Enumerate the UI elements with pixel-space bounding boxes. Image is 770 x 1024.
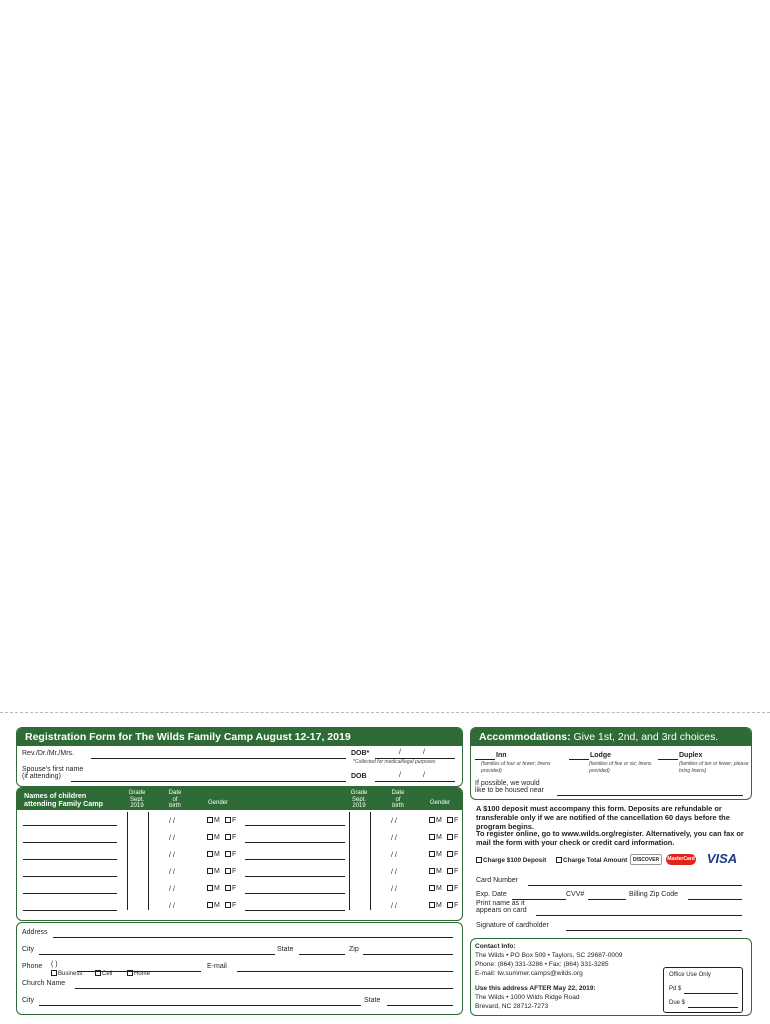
spouse-label-sub: (if attending) [22,773,61,780]
grade-header-right [347,790,371,810]
city2-field[interactable] [39,1005,361,1006]
date-header-left-2: of [172,796,178,803]
grade-col-left-b [148,812,149,910]
visa-card-icon: VISA [706,851,738,866]
male-label: M [214,834,220,841]
date-header-right-1: Date [391,790,405,796]
child-gender-female-right-3[interactable] [447,851,458,858]
state-field[interactable] [299,954,345,955]
print-name-label-2: appears on card [476,907,527,914]
date-header-right-3: birth [392,803,404,809]
male-checkbox[interactable] [207,834,213,840]
child-gender-female-right-5[interactable] [447,885,458,892]
duplex-choice-field[interactable] [658,759,678,760]
cut-line [0,712,770,713]
phone-label: Phone [22,963,43,970]
child-gender-male-right-1[interactable] [429,817,442,824]
address-panel [16,922,463,1015]
child-dob-right-5[interactable]: / / [391,886,397,893]
child-gender-male-left-6[interactable] [207,902,220,909]
female-checkbox[interactable] [225,902,231,908]
state2-label: State [364,997,381,1004]
child-gender-male-left-2[interactable] [207,834,220,841]
child-name-field-right-4[interactable] [245,876,345,877]
grade-header-right-3: 2019 [352,803,366,809]
cell-checkbox[interactable] [95,970,101,976]
grade-col-right-a [349,812,350,910]
male-label: M [214,885,220,892]
accommodations-panel [470,727,752,800]
child-name-field-right-2[interactable] [245,842,345,843]
after-address-line2: Brevard, NC 28712-7273 [475,1003,549,1010]
phone-type-home[interactable] [127,970,150,977]
cvv-field[interactable] [588,899,626,900]
name-field[interactable] [91,758,346,759]
email-label: E-mail [207,963,227,970]
address-field[interactable] [53,937,453,938]
male-checkbox[interactable] [207,902,213,908]
dob-slash-2: / [423,749,425,756]
male-label: M [214,902,220,909]
charge-deposit-option[interactable] [476,857,546,864]
dob-note: *Collected for medical/legal purposes [353,759,436,765]
male-checkbox[interactable] [429,851,435,857]
child-name-field-left-6[interactable] [23,910,117,911]
child-gender-male-right-5[interactable] [429,885,442,892]
registration-title: Registration Form for The Wilds Family Camp August 12-17, 2019 [17,728,462,746]
lodge-label: Lodge [590,752,611,759]
male-checkbox[interactable] [207,885,213,891]
child-dob-right-4[interactable]: / / [391,869,397,876]
female-label: F [232,834,237,841]
payment-section [476,804,754,936]
child-gender-male-left-1[interactable] [207,817,220,824]
female-checkbox[interactable] [225,817,231,823]
grade-col-left-a [127,812,128,910]
dob-slash-1: / [399,749,401,756]
children-panel [16,787,463,921]
home-label: Home [134,971,151,977]
signature-field[interactable] [566,930,742,931]
grade-header-right-1: Grade [350,790,368,796]
spouse-label: Spouse's first name [22,766,84,773]
duplex-note: (families of ten or fewer; please bring linens) [679,761,749,774]
female-label: F [454,902,459,909]
female-label: F [454,834,459,841]
male-checkbox[interactable] [429,834,435,840]
exp-date-label: Exp. Date [476,891,507,898]
charge-deposit-label: Charge $100 Deposit [483,857,547,864]
spouse-dob-label: DOB [351,773,367,780]
business-label: Business [58,971,83,977]
child-gender-male-right-3[interactable] [429,851,442,858]
contact-title: Contact Info: [475,943,516,950]
inn-note: (families of four or fewer; linens provided) [481,761,551,774]
contact-phone: Phone: (864) 331-3286 • Fax: (864) 331-3285 [475,961,609,968]
female-label: F [454,868,459,875]
child-name-field-left-2[interactable] [23,842,117,843]
child-dob-right-1[interactable]: / / [391,818,397,825]
date-header-right-2: of [395,796,401,803]
spouse-dob-slash-2: / [423,772,425,779]
after-address-title: Use this address AFTER May 22, 2019: [475,985,596,992]
grade-col-right-b [370,812,371,910]
child-gender-female-right-6[interactable] [447,902,458,909]
accommodations-title-choices: Give 1st, 2nd, and 3rd choices. [573,731,719,743]
female-checkbox[interactable] [225,868,231,874]
male-label: M [436,885,442,892]
female-checkbox[interactable] [447,868,453,874]
registration-panel [16,727,463,787]
card-number-field[interactable] [528,885,742,886]
card-number-label: Card Number [476,877,519,884]
child-gender-female-left-3[interactable] [225,851,236,858]
female-checkbox[interactable] [447,817,453,823]
child-name-field-left-4[interactable] [23,876,117,877]
children-names-header-line2: attending Family Camp [24,799,104,808]
child-name-field-right-1[interactable] [245,825,345,826]
child-gender-male-left-5[interactable] [207,885,220,892]
city-field[interactable] [39,954,275,955]
charge-total-label: Charge Total Amount [563,857,628,864]
child-name-field-left-5[interactable] [23,893,117,894]
contact-address: The Wilds • PO Box 509 • Taylors, SC 29687-0009 [475,952,623,959]
male-checkbox[interactable] [429,902,435,908]
accommodations-title-bold: Accommodations: [479,731,571,743]
child-dob-left-2[interactable]: / / [169,835,175,842]
contact-panel [470,938,752,1016]
grade-header-left [125,790,149,810]
housed-near-field[interactable] [557,795,743,796]
child-name-field-right-6[interactable] [245,910,345,911]
cell-label: Cell [102,971,113,977]
office-use-box [663,967,743,1013]
church-label: Church Name [22,980,66,987]
child-gender-male-right-6[interactable] [429,902,442,909]
female-label: F [454,885,459,892]
female-checkbox[interactable] [447,902,453,908]
child-gender-female-left-4[interactable] [225,868,236,875]
child-gender-female-right-1[interactable] [447,817,458,824]
office-use-title: Office Use Only [669,972,711,978]
grade-header-left-2: Sept. [129,796,144,803]
billing-zip-field[interactable] [688,899,742,900]
child-dob-left-1[interactable]: / / [169,818,175,825]
child-name-field-right-5[interactable] [245,893,345,894]
phone-parens: ( ) [51,961,58,968]
female-label: F [232,885,237,892]
date-header-left-3: birth [169,803,181,809]
female-checkbox[interactable] [447,834,453,840]
child-gender-female-left-2[interactable] [225,834,236,841]
female-label: F [232,817,237,824]
lodge-note: (families of five or six; linens provided) [589,761,652,774]
male-label: M [436,902,442,909]
male-label: M [214,851,220,858]
office-due-field [688,1007,738,1008]
child-dob-right-6[interactable]: / / [391,903,397,910]
female-checkbox[interactable] [225,851,231,857]
gender-header-right: Gender [429,800,450,806]
child-gender-female-right-2[interactable] [447,834,458,841]
duplex-label: Duplex [679,752,703,759]
phone-type-business[interactable] [51,970,82,977]
gender-header-left: Gender [207,800,228,806]
charge-deposit-checkbox[interactable] [476,857,482,863]
male-label: M [214,817,220,824]
child-gender-female-left-6[interactable] [225,902,236,909]
contact-email: E-mail: tw.summer.camps@wilds.org [475,970,583,977]
address-label: Address [22,929,48,936]
female-label: F [232,902,237,909]
child-gender-male-left-4[interactable] [207,868,220,875]
male-checkbox[interactable] [429,817,435,823]
accommodations-title [471,728,751,746]
after-address-line1: The Wilds • 1000 Wilds Ridge Road [475,994,580,1001]
inn-choice-field[interactable] [475,759,495,760]
inn-label: Inn [496,752,507,759]
dob-label: DOB* [351,750,370,757]
male-label: M [214,868,220,875]
state2-field[interactable] [387,1005,453,1006]
spouse-dob-slash-1: / [399,772,401,779]
business-checkbox[interactable] [51,970,57,976]
child-name-field-left-1[interactable] [23,825,117,826]
home-checkbox[interactable] [127,970,133,976]
state-label: State [277,946,294,953]
female-checkbox[interactable] [225,834,231,840]
lodge-choice-field[interactable] [569,759,589,760]
male-label: M [436,851,442,858]
female-checkbox[interactable] [447,885,453,891]
city-label: City [22,946,35,953]
name-label: Rev./Dr./Mr./Mrs. [22,750,74,757]
children-names-header [24,792,103,808]
child-dob-left-6[interactable]: / / [169,903,175,910]
discover-card-icon: DISCOVER [630,854,662,865]
grade-header-left-3: 2019 [130,803,144,809]
child-dob-right-3[interactable]: / / [391,852,397,859]
zip-label: Zip [349,946,359,953]
housed-near-label-2: like to be housed near [475,787,544,794]
male-label: M [436,834,442,841]
female-checkbox[interactable] [225,885,231,891]
male-checkbox[interactable] [207,817,213,823]
child-dob-left-4[interactable]: / / [169,869,175,876]
female-label: F [454,851,459,858]
child-gender-male-left-3[interactable] [207,851,220,858]
children-names-header-line1: Names of children [24,791,87,800]
print-name-field[interactable] [536,915,742,916]
office-due-label: Due $ [669,1000,686,1006]
male-checkbox[interactable] [207,868,213,874]
date-header-right [386,790,410,810]
city2-label: City [22,997,35,1004]
signature-label: Signature of cardholder [476,922,549,929]
mastercard-icon: MasterCard [666,854,696,865]
female-label: F [232,868,237,875]
cvv-label: CVV# [566,891,585,898]
email-field[interactable] [237,971,453,972]
spouse-dob-field[interactable] [375,781,455,782]
office-paid-field [684,993,738,994]
office-paid-label: Pd $ [669,986,682,992]
child-dob-left-3[interactable]: / / [169,852,175,859]
male-checkbox[interactable] [207,851,213,857]
online-text: To register online, go to www.wilds.org/register. Alternatively, you can fax or mail the form with your check or credit card information. [476,829,744,847]
child-name-field-right-3[interactable] [245,859,345,860]
female-label: F [232,851,237,858]
child-gender-female-left-1[interactable] [225,817,236,824]
charge-total-option[interactable] [556,857,627,864]
print-name-label: Print name as it [476,900,525,907]
male-checkbox[interactable] [429,885,435,891]
male-label: M [436,868,442,875]
child-gender-male-right-2[interactable] [429,834,442,841]
billing-zip-label: Billing Zip Code [629,891,679,898]
grade-header-right-2: Sept. [351,796,366,803]
charge-total-checkbox[interactable] [556,857,562,863]
male-checkbox[interactable] [429,868,435,874]
female-label: F [454,817,459,824]
housed-near-label: If possible, we would [475,780,540,787]
zip-field[interactable] [363,954,453,955]
male-label: M [436,817,442,824]
child-dob-right-2[interactable]: / / [391,835,397,842]
phone-type-cell[interactable] [95,970,112,977]
female-checkbox[interactable] [447,851,453,857]
date-header-left [163,790,187,810]
grade-header-left-1: Grade [128,790,146,796]
child-gender-female-left-5[interactable] [225,885,236,892]
child-gender-male-right-4[interactable] [429,868,442,875]
spouse-name-field[interactable] [71,781,346,782]
date-header-left-1: Date [168,790,182,796]
church-field[interactable] [75,988,453,989]
deposit-text: A $100 deposit must accompany this form. Deposits are refundable or transferable only if we are notified of the cancellation 60 days before the program begins. [476,804,730,831]
child-gender-female-right-4[interactable] [447,868,458,875]
child-name-field-left-3[interactable] [23,859,117,860]
child-dob-left-5[interactable]: / / [169,886,175,893]
